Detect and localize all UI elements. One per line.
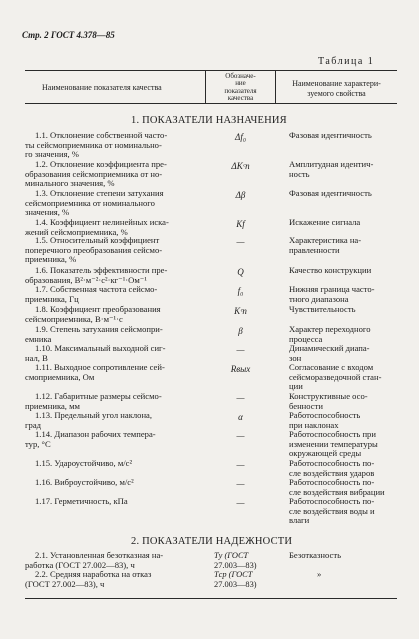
row-indicator-name — [25, 131, 205, 160]
row-property — [289, 218, 401, 228]
row-property — [289, 131, 401, 141]
row-name-line: 1.1. Отклонение собственной часто- — [35, 130, 168, 140]
row-property — [289, 551, 401, 561]
header-bottom-rule — [25, 103, 397, 104]
row-indicator-name — [25, 551, 205, 570]
row-property — [289, 236, 401, 255]
row-symbol: α — [238, 412, 243, 422]
row-property-line: Работоспособность по- — [289, 458, 375, 468]
row-property-line: Фазовая идентичность — [289, 130, 372, 140]
row-indicator-name — [25, 392, 205, 411]
row-property — [289, 160, 401, 179]
row-symbol: — — [236, 345, 245, 355]
row-indicator-name — [25, 497, 205, 507]
row-property-line: Работоспособность по- — [289, 496, 375, 506]
row-symbol-line: 27.003—83) — [214, 560, 257, 570]
row-indicator-name — [25, 305, 205, 324]
row-name-line: образования, В²·м⁻²·с²·кг⁻¹·Ом⁻¹ — [25, 274, 147, 285]
row-property-line: Чувствительность — [289, 304, 356, 314]
row-property — [289, 305, 401, 315]
row-property — [289, 189, 401, 199]
row-property-line: Характер переходного — [289, 324, 371, 334]
row-name-line: жений сейсмоприемника, % — [25, 226, 128, 237]
row-indicator-name — [25, 285, 205, 304]
row-symbol: Kᶜп — [234, 306, 247, 316]
row-name-line: 1.15. Удароустойчиво, м/с² — [35, 458, 133, 468]
row-property-line: сле воздействия вибрации — [289, 486, 385, 497]
row-name-line: сейсмоприемника, В·м⁻¹·с — [25, 313, 123, 324]
row-property-line: при наклонах — [289, 419, 339, 430]
row-symbol: Rвых — [230, 364, 251, 374]
row-symbol-line: Tср (ГОСТ — [214, 570, 253, 579]
row-name-line: 1.11. Выходное сопротивление сей- — [35, 362, 165, 372]
row-property — [289, 392, 401, 411]
row-property-line: » — [317, 569, 322, 579]
row-name-line: приемника, мм — [25, 400, 80, 411]
row-property-line: Качество конструкции — [289, 265, 372, 275]
row-name-line: 1.14. Диапазон рабочих темпера- — [35, 429, 156, 439]
row-property-line: Работоспособность — [289, 410, 361, 420]
row-property-line: Динамический диапа- — [289, 343, 370, 353]
row-name-line: 1.7. Собственная частота сейсмо- — [35, 284, 158, 294]
col-header-property-line: Наименование характери- — [292, 79, 381, 88]
row-property-line: сле воздействия воды и — [289, 505, 375, 516]
row-name-line: приемника, % — [25, 254, 77, 265]
col-header-property — [276, 79, 397, 99]
row-indicator-name — [25, 478, 205, 488]
col-header-property-line: зуемого свойства — [307, 89, 366, 98]
row-symbol: — — [236, 431, 245, 441]
row-property-line: сейсморазведочной стан- — [289, 371, 382, 382]
row-property-line: Конструктивные осо- — [289, 391, 368, 401]
row-symbol-line: Tу (ГОСТ — [214, 551, 249, 560]
row-name-line: значения, % — [25, 207, 70, 218]
row-property-line: зон — [289, 352, 302, 363]
row-symbol: Δβ — [235, 190, 246, 200]
row-indicator-name — [25, 344, 205, 363]
row-name-line: 1.5. Относительный коэффициент — [35, 235, 160, 245]
row-indicator-name — [25, 363, 205, 382]
row-symbol: — — [236, 237, 245, 247]
row-symbol — [206, 570, 275, 589]
row-property-line: Согласование с входом — [289, 362, 374, 372]
row-name-line: 1.13. Предельный угол наклона, — [35, 410, 153, 420]
row-property — [289, 430, 401, 459]
section-2-title: 2. ПОКАЗАТЕЛИ НАДЕЖНОСТИ — [131, 536, 293, 547]
row-property — [289, 478, 401, 497]
row-indicator-name — [25, 411, 205, 430]
row-symbol: — — [236, 498, 245, 508]
row-property — [289, 497, 401, 526]
row-symbol: f₀ — [237, 286, 244, 296]
row-symbol-line: 27.003—83) — [214, 579, 257, 589]
row-indicator-name — [25, 160, 205, 189]
row-name-line: 1.4. Коэффициент нелинейных иска- — [35, 217, 169, 227]
row-name-line: ты сейсмоприемника от номинально- — [25, 139, 162, 150]
row-name-line: сейсмоприемника от номинального — [25, 197, 155, 208]
row-indicator-name — [25, 325, 205, 344]
row-property-line: Нижняя граница часто- — [289, 284, 375, 294]
row-symbol: — — [236, 393, 245, 403]
row-name-line: 1.2. Отклонение коэффициента пре- — [35, 159, 167, 169]
col-header-name: Наименование показателя качества — [42, 83, 162, 92]
row-property-line: Работоспособность при — [289, 429, 376, 439]
row-symbol: Kf — [236, 219, 245, 229]
row-name-line: поперечного преобразования сейсмо- — [25, 244, 163, 255]
row-indicator-name — [25, 189, 205, 218]
row-symbol: β — [238, 326, 243, 336]
row-property-line: Безотказность — [289, 550, 341, 560]
row-name-line: 2.1. Установленная безотказная на- — [35, 550, 164, 560]
row-name-line: смоприемника, Ом — [25, 371, 95, 382]
row-name-line: 1.6. Показатель эффективности пре- — [35, 265, 168, 275]
row-symbol: Δf₀ — [235, 132, 246, 142]
row-indicator-name — [25, 266, 205, 285]
row-property — [289, 411, 401, 430]
row-name-line: емника — [25, 333, 52, 344]
row-property — [289, 459, 401, 478]
col-header-symbol-line: Обозначе- — [225, 72, 256, 80]
row-property-line: Фазовая идентичность — [289, 188, 372, 198]
row-name-line: минального значения, % — [25, 178, 115, 189]
row-property-line: Амплитудная идентич- — [289, 159, 374, 169]
footer-rule — [25, 598, 397, 599]
row-symbol — [206, 551, 275, 570]
row-property-line: сле воздействия ударов — [289, 467, 375, 478]
row-name-line: 1.12. Габаритные размеры сейсмо- — [35, 391, 162, 401]
row-property-line: изменении температуры — [289, 438, 378, 449]
row-property-line: тного диапазона — [289, 293, 349, 304]
table-label: Таблица 1 — [318, 56, 375, 67]
row-name-line: 2.2. Средняя наработка на отказ — [35, 569, 152, 579]
row-property-line: влаги — [289, 515, 310, 526]
row-property — [289, 570, 401, 580]
row-name-line: 1.9. Степень затухания сейсмопри- — [35, 324, 163, 334]
header-top-rule — [25, 70, 397, 71]
row-property-line: Характеристика на- — [289, 235, 362, 245]
row-name-line: 1.8. Коэффициент преобразования — [35, 304, 161, 314]
row-name-line: работка (ГОСТ 27.002—83), ч — [25, 559, 135, 570]
row-indicator-name — [25, 459, 205, 469]
row-property — [289, 266, 401, 276]
row-property-line: бенности — [289, 400, 323, 411]
row-name-line: нал, В — [25, 352, 48, 363]
row-name-line: тур, °С — [25, 438, 51, 449]
section-1-title: 1. ПОКАЗАТЕЛИ НАЗНАЧЕНИЯ — [131, 115, 287, 126]
row-name-line: го значения, % — [25, 149, 79, 160]
row-property — [289, 325, 401, 344]
row-name-line: 1.17. Герметичность, кПа — [35, 496, 128, 506]
row-property — [289, 363, 401, 392]
row-name-line: 1.10. Максимальный выходной сиг- — [35, 343, 166, 353]
row-property-line: ции — [289, 381, 303, 392]
row-indicator-name — [25, 236, 205, 265]
row-property-line: процесса — [289, 333, 323, 344]
row-name-line: приемника, Гц — [25, 293, 79, 304]
page-header: Стр. 2 ГОСТ 4.378—85 — [22, 30, 115, 40]
row-name-line: град — [25, 419, 42, 430]
row-name-line: образования сейсмоприемника от но- — [25, 168, 163, 179]
row-name-line: 1.3. Отклонение степени затухания — [35, 188, 164, 198]
row-symbol: — — [236, 460, 245, 470]
col-header-symbol — [206, 73, 275, 102]
col-header-symbol-line: качества — [227, 93, 254, 102]
row-symbol: ΔKᶜп — [231, 161, 250, 171]
row-symbol: Q — [237, 267, 244, 277]
row-property-line: окружающей среды — [289, 448, 362, 459]
row-symbol: — — [236, 479, 245, 489]
row-property — [289, 285, 401, 304]
row-property-line: Искажение сигнала — [289, 217, 361, 227]
row-property — [289, 344, 401, 363]
col-header-symbol-line: показателя — [224, 86, 257, 95]
row-property-line: ность — [289, 168, 310, 179]
row-property-line: правленности — [289, 244, 340, 255]
row-name-line: 1.16. Виброустойчиво, м/с² — [35, 477, 134, 487]
col-header-symbol-line: ние — [235, 79, 246, 88]
row-indicator-name — [25, 430, 205, 449]
row-indicator-name — [25, 570, 205, 589]
row-name-line: (ГОСТ 27.002—83), ч — [25, 578, 105, 589]
row-property-line: Работоспособность по- — [289, 477, 375, 487]
